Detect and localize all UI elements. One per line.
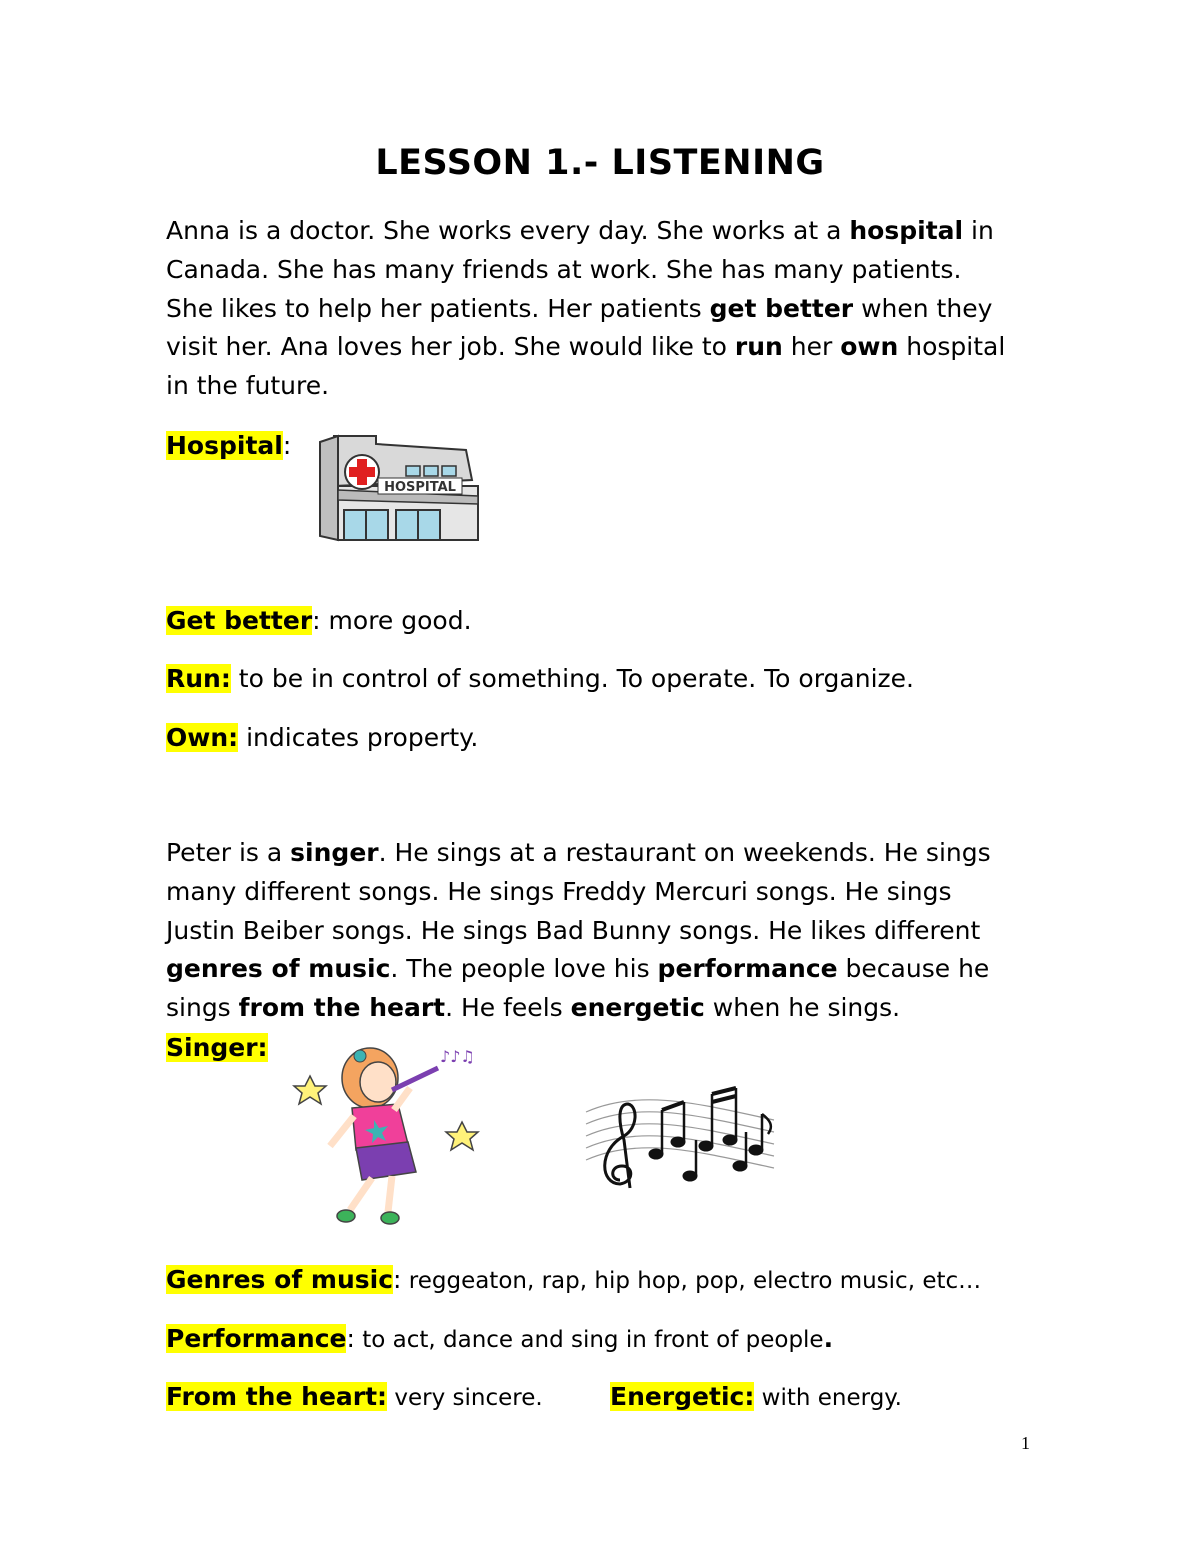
definition-own: Own: indicates property. <box>166 723 479 752</box>
hospital-illustration <box>316 432 484 546</box>
music-notes-illustration <box>580 1080 780 1195</box>
page-title: LESSON 1.- LISTENING <box>375 143 825 183</box>
peter-paragraph <box>166 834 1046 1028</box>
singer-label: Singer: <box>166 1033 268 1062</box>
para2-line2: many different songs. He sings Freddy Mercuri songs. He sings <box>166 876 952 906</box>
definition-performance: Performance: to act, dance and sing in front of people. <box>166 1324 834 1353</box>
page-number: 1 <box>1021 1433 1030 1453</box>
anna-paragraph <box>166 212 1046 406</box>
para2-line1: Peter is a singer. He sings at a restaurant on weekends. He sings <box>166 838 991 867</box>
para1-line5: in the future. <box>166 371 330 401</box>
svg-text:♪♪♫: ♪♪♫ <box>440 1047 475 1066</box>
para1-line3: She likes to help her patients. Her patients get better when they <box>166 293 993 323</box>
para2-line5: sings from the heart. He feels energetic when he sings. <box>166 993 901 1023</box>
definition-from-the-heart: From the heart: very sincere. <box>166 1382 543 1411</box>
para2-line4: genres of music. The people love his performance because he <box>166 954 990 984</box>
para1-line4: visit her. Ana loves her job. She would like to run her own hospital <box>166 332 1006 362</box>
para1-line2: Canada. She has many friends at work. She has many patients. <box>166 254 962 284</box>
para2-line3: Justin Beiber songs. He sings Bad Bunny songs. He likes different <box>166 915 981 945</box>
definition-energetic: Energetic: with energy. <box>610 1382 902 1411</box>
singer-illustration <box>290 1040 490 1230</box>
definition-genres-of-music: Genres of music: reggeaton, rap, hip hop, pop, electro music, etc… <box>166 1265 982 1294</box>
hospital-label: Hospital: <box>166 431 292 460</box>
definition-run: Run: to be in control of something. To operate. To organize. <box>166 664 914 693</box>
star-icon <box>294 1076 326 1104</box>
definition-get-better: Get better: more good. <box>166 606 472 635</box>
hospital-sign-text: HOSPITAL <box>384 480 456 495</box>
para1-line1: Anna is a doctor. She works every day. She works at a hospital in <box>166 216 994 245</box>
star-icon <box>446 1122 478 1150</box>
